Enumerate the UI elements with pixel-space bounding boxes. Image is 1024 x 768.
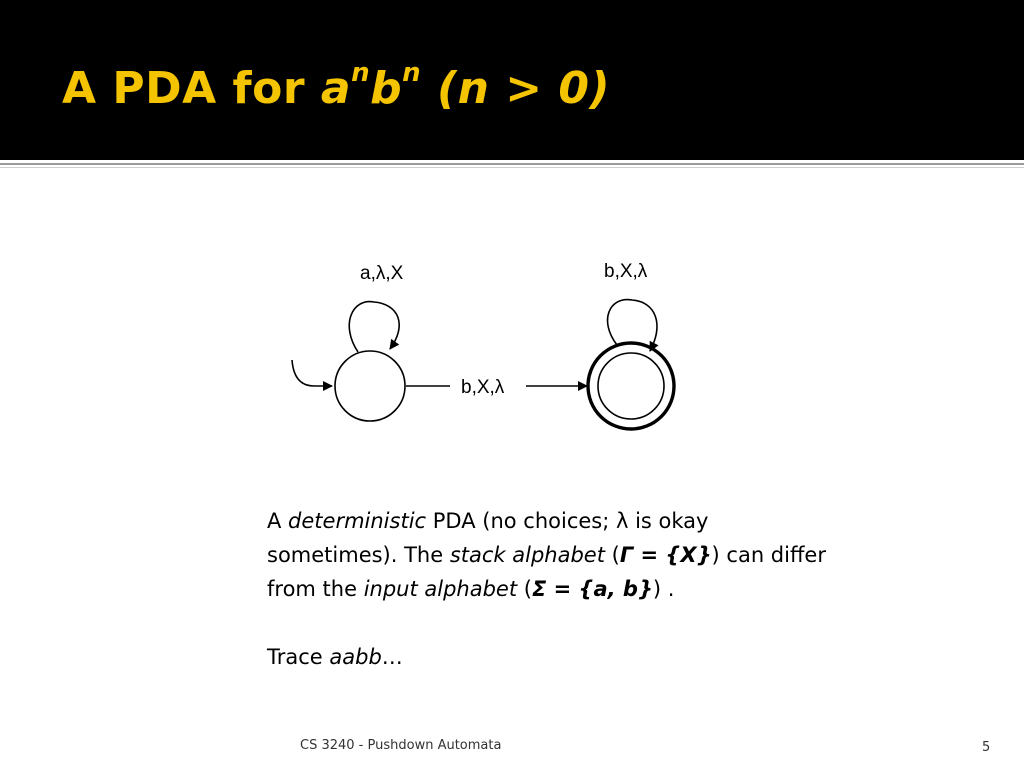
input-alphabet-term: input alphabet xyxy=(363,577,518,601)
self-loop-q0 xyxy=(349,302,399,352)
self-loop-q0-label: a,λ,X xyxy=(360,263,404,284)
page-number: 5 xyxy=(982,740,991,755)
divider-line-thin xyxy=(0,167,1024,168)
text-span: ( xyxy=(517,577,532,601)
gamma-definition: Γ = {X} xyxy=(619,543,712,567)
text-span: ( xyxy=(604,543,620,567)
divider-line xyxy=(0,163,1024,165)
description-text xyxy=(267,504,827,674)
stack-alphabet-term: stack alphabet xyxy=(449,543,605,567)
trace-string: aabb xyxy=(329,645,382,669)
state-q0 xyxy=(335,351,405,421)
text-span: ) can differ from the xyxy=(267,543,826,601)
transition-q0-q1-label: b,X,λ xyxy=(461,377,505,398)
text-span: … xyxy=(381,645,403,669)
pda-state-diagram xyxy=(280,250,700,440)
text-span: ) . xyxy=(652,577,675,601)
start-arrow xyxy=(292,360,332,386)
title-prefix: A PDA for xyxy=(62,63,321,114)
title-b: b xyxy=(370,63,403,114)
paragraph-2 xyxy=(267,640,827,674)
text-span: Trace xyxy=(267,645,330,669)
self-loop-q1-label: b,X,λ xyxy=(604,261,648,282)
deterministic-term: deterministic xyxy=(288,509,427,533)
slide-title xyxy=(62,58,610,114)
paragraph-1 xyxy=(267,504,827,606)
text-span: PDA (no choices; λ is okay sometimes). The xyxy=(267,509,709,567)
footer-course: CS 3240 - Pushdown Automata xyxy=(300,738,502,753)
text-span: A xyxy=(267,509,289,533)
title-condition: (n > 0) xyxy=(421,63,611,114)
title-exp-1: n xyxy=(351,58,371,88)
state-q1-inner xyxy=(598,353,664,419)
title-exp-2: n xyxy=(402,58,422,88)
title-bar xyxy=(0,0,1024,160)
paragraph-gap xyxy=(267,606,827,640)
sigma-definition: Σ = {a, b} xyxy=(531,577,653,601)
title-a: a xyxy=(320,63,352,114)
